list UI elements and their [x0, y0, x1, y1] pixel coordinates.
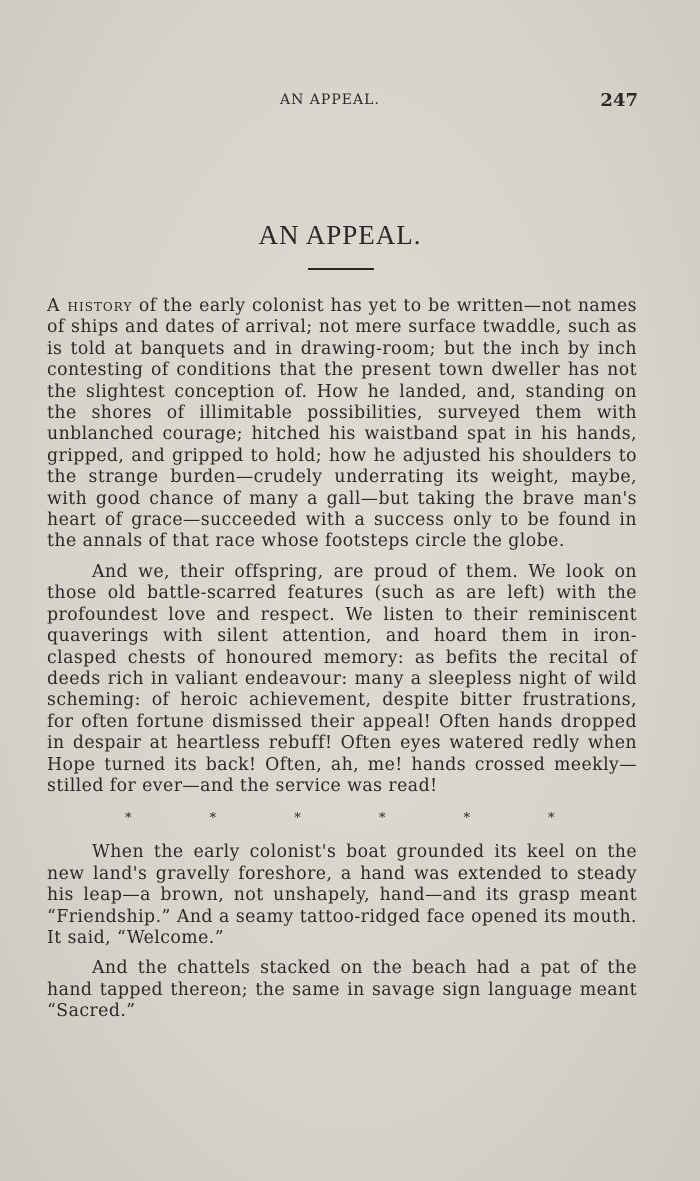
paragraph-1	[47, 296, 637, 553]
paragraph-4: And the chattels stacked on the beach had a pat of the hand tapped thereon; the same in savage sign language meant “Sacred.”	[47, 958, 637, 1022]
separator-star: *	[125, 811, 132, 827]
paragraph-3: When the early colonist's boat grounded its keel on the new land's gravelly foreshore, a hand was extended to steady his leap—a brown, not unshapely, hand—and its grasp meant “Friendship.” And a seamy tattoo-ridged face opened its mouth. It said, “Welcome.”	[47, 842, 637, 948]
separator-star: *	[294, 811, 302, 827]
body-text	[47, 296, 637, 1032]
title-rule	[308, 268, 374, 270]
page-number: 247	[600, 90, 638, 111]
paragraph-1-text: of the early colonist has yet to be written—not names of ships and dates of arrival; not mere surface twaddle, such as is told at banquets and in drawing-room; but the inch by inch contesting of conditions that the present town dweller has not the slightest conception of. How he landed, and, standing on the shores of illimitable possibilities, surveyed them with unblanched courage; hitched his waistband spat in his hands, gripped, and gripped to hold; how he adjusted his shoulders to the strange burden—crudely underrating its weight, maybe, with good chance of many a gall—but taking the brave man's heart of grace—succeeded with a success only to be found in the annals of that race whose footsteps circle the globe.	[47, 296, 637, 552]
running-head	[0, 90, 700, 114]
chapter-title: AN APPEAL.	[258, 220, 422, 250]
section-separator	[47, 806, 637, 827]
paragraph-lead: A history	[47, 296, 133, 316]
paragraph-2: And we, their offspring, are proud of them. We look on those old battle-scarred features (such as are left) with the profoundest love and respect. We listen to their reminiscent quaverings with silent attention, and hoard them in iron-clasped chests of honoured memory: as befits the recital of deeds rich in valiant endeavour: many a sleepless night of wild scheming: of heroic achievement, despite bitter frustrations, for often fortune dismissed their appeal! Often hands dropped in despair at heartless rebuff! Often eyes watered redly when Hope turned its back! Often, ah, me! hands crossed meekly—stilled for ever—and the service was read!	[47, 561, 637, 796]
separator-star: *	[463, 811, 471, 827]
separator-star: *	[548, 811, 555, 827]
separator-star: *	[209, 811, 217, 827]
running-title: AN APPEAL.	[280, 92, 380, 108]
separator-star: *	[378, 811, 386, 827]
